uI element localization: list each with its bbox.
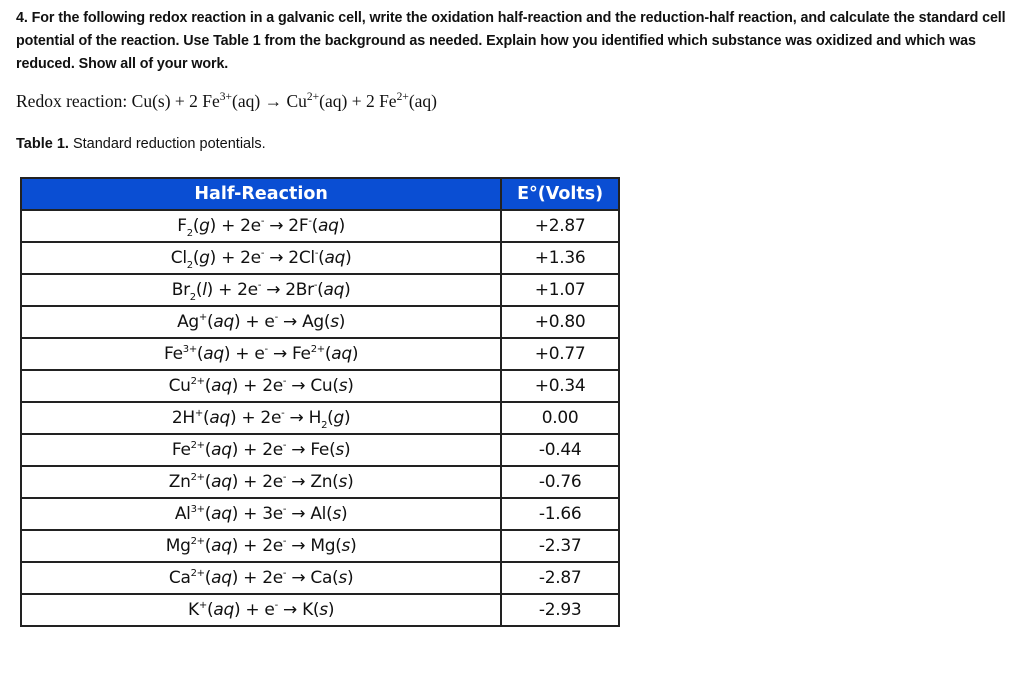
potential-cell: 0.00	[501, 402, 619, 434]
half-reaction-cell: $2H^+(aq) + 2e^- \to H_2(g)$	[21, 402, 501, 434]
table-row	[21, 434, 619, 466]
potential-cell: -1.66	[501, 498, 619, 530]
half-reaction-cell: $Al^{3+}(aq) + 3e^- \to Al(s)$	[21, 498, 501, 530]
table-row	[21, 370, 619, 402]
reaction-label: Redox reaction:	[16, 91, 132, 111]
table-row	[21, 306, 619, 338]
potential-cell: +1.36	[501, 242, 619, 274]
potential-cell: +0.77	[501, 338, 619, 370]
potential-cell: -2.37	[501, 530, 619, 562]
table-row	[21, 402, 619, 434]
half-reaction-cell: $Br_2(l) + 2e^- \to 2Br^-(aq)$	[21, 274, 501, 306]
potential-cell: +0.80	[501, 306, 619, 338]
potential-cell: +1.07	[501, 274, 619, 306]
half-reaction-cell: $Cl_2(g) + 2e^- \to 2Cl^-(aq)$	[21, 242, 501, 274]
redox-reaction: Redox reaction: Cu(s) + 2 $Fe^{3+}(aq) \to Cu^{2+}(aq) + 2$ $Fe^{2+}(aq)$	[16, 91, 438, 111]
table-row	[21, 338, 619, 370]
table-row	[21, 562, 619, 594]
potential-cell: -2.93	[501, 594, 619, 626]
table-row	[21, 530, 619, 562]
table-caption: Table 1. Standard reduction potentials.	[16, 136, 266, 152]
potential-cell: -0.76	[501, 466, 619, 498]
potential-cell: +0.34	[501, 370, 619, 402]
half-reaction-cell: $Fe^{3+}(aq) + e^- \to Fe^{2+}(aq)$	[21, 338, 501, 370]
half-reaction-cell: $Cu^{2+}(aq) + 2e^- \to Cu(s)$	[21, 370, 501, 402]
table-row	[21, 242, 619, 274]
half-reaction-cell: Ag+(aq) + e- → Ag(s)	[21, 306, 501, 338]
half-reaction-cell: $Mg^{2+}(aq) + 2e^- \to Mg(s)$	[21, 530, 501, 562]
potential-cell: +2.87	[501, 210, 619, 242]
table-row	[21, 594, 619, 626]
table-row	[21, 466, 619, 498]
half-reaction-cell: $Zn^{2+}(aq) + 2e^- \to Zn(s)$	[21, 466, 501, 498]
table-header-row	[21, 178, 619, 210]
potential-cell: -2.87	[501, 562, 619, 594]
header-half-reaction: Half-Reaction	[21, 178, 501, 210]
question-text: 4. For the following redox reaction in a galvanic cell, write the oxidation half-reaction and the reduction-half reaction, and calculate the standard cell potential of the reaction. Use Table 1 from the background as needed. Explain how you identified which substance was oxidized and which was reduced. Show all of your work.	[16, 10, 1006, 72]
half-reaction-cell: $Ca^{2+}(aq) + 2e^- \to Ca(s)$	[21, 562, 501, 594]
half-reaction-cell: $Fe^{2+}(aq) + 2e^- \to Fe(s)$	[21, 434, 501, 466]
half-reaction-cell: $F_2(g) + 2e^- \to 2F^-(aq)$	[21, 210, 501, 242]
potential-cell: -0.44	[501, 434, 619, 466]
reduction-potentials-table	[20, 177, 620, 627]
table-row	[21, 210, 619, 242]
half-reaction-cell: K+(aq) + e- → K(s)	[21, 594, 501, 626]
table-row	[21, 498, 619, 530]
table-row	[21, 274, 619, 306]
header-potential: E°(Volts)	[501, 178, 619, 210]
